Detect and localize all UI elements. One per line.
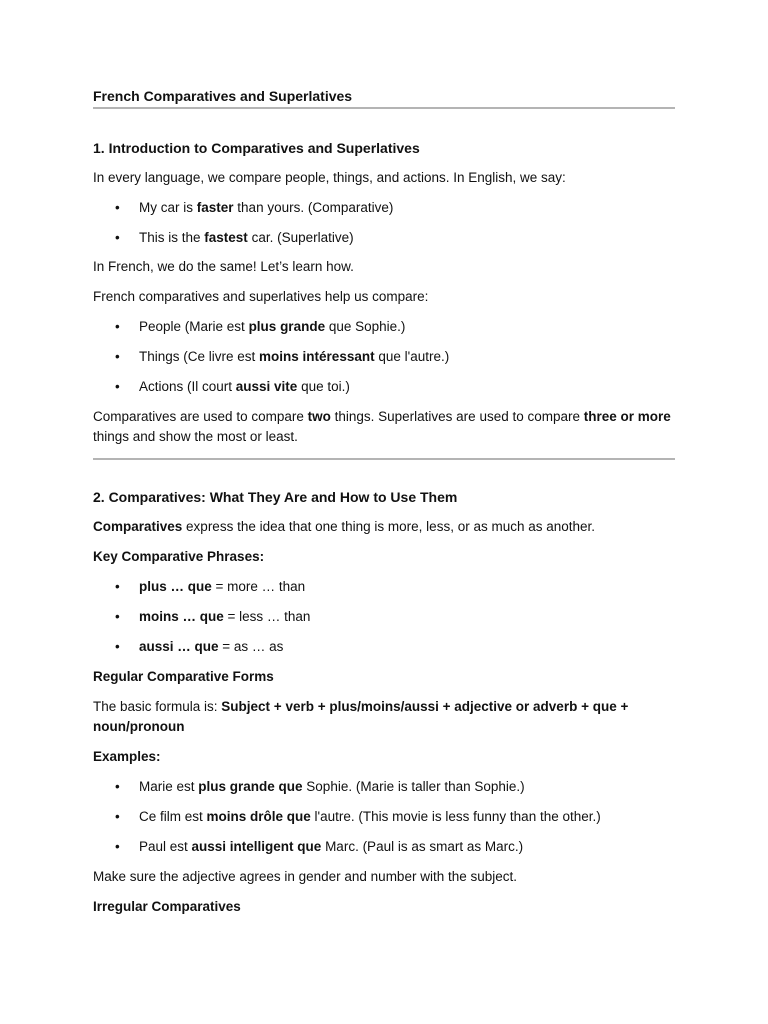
list-item: • moins … que = less … than (93, 607, 675, 627)
paragraph: Make sure the adjective agrees in gender and number with the subject. (93, 869, 517, 884)
paragraph: In French, we do the same! Let’s learn how. (93, 259, 354, 274)
divider (93, 458, 675, 460)
list-item: • This is the fastest car. (Superlative) (93, 228, 675, 248)
paragraph: French comparatives and superlatives help us compare: (93, 289, 429, 304)
english-examples-list (93, 198, 675, 248)
section-1-heading: 1. Introduction to Comparatives and Superlatives (93, 140, 420, 156)
phrases-list (93, 577, 675, 657)
divider (93, 107, 675, 109)
document-title: French Comparatives and Superlatives (93, 88, 353, 104)
subheading: Examples: (93, 749, 161, 764)
subheading: Key Comparative Phrases: (93, 549, 265, 564)
list-item: • Ce film est moins drôle que l'autre. (This movie is less funny than the other.) (93, 807, 675, 827)
list-item: • Paul est aussi intelligent que Marc. (Paul is as smart as Marc.) (93, 837, 675, 857)
formula-paragraph: The basic formula is: Subject + verb + plus/moins/aussi + adjective or adverb + que + noun/pronoun (93, 699, 629, 734)
comparative-examples-list (93, 777, 675, 857)
list-item: • Things (Ce livre est moins intéressant que l'autre.) (93, 347, 675, 367)
list-item: • plus … que = more … than (93, 577, 675, 597)
section-2-heading: 2. Comparatives: What They Are and How to Use Them (93, 489, 458, 505)
document-page (93, 86, 675, 917)
list-item: • My car is faster than yours. (Comparative) (93, 198, 675, 218)
list-item: • aussi … que = as … as (93, 637, 675, 657)
list-item: • People (Marie est plus grande que Sophie.) (93, 317, 675, 337)
list-item: • Actions (Il court aussi vite que toi.) (93, 377, 675, 397)
subheading: Regular Comparative Forms (93, 669, 274, 684)
intro-paragraph: In every language, we compare people, things, and actions. In English, we say: (93, 170, 566, 185)
definition-paragraph: Comparatives express the idea that one thing is more, less, or as much as another. (93, 519, 596, 534)
french-examples-list (93, 317, 675, 397)
list-item: • Marie est plus grande que Sophie. (Marie is taller than Sophie.) (93, 777, 675, 797)
subheading: Irregular Comparatives (93, 899, 241, 914)
usage-paragraph: Comparatives are used to compare two things. Superlatives are used to compare three or more things and show the most or least. (93, 409, 671, 444)
